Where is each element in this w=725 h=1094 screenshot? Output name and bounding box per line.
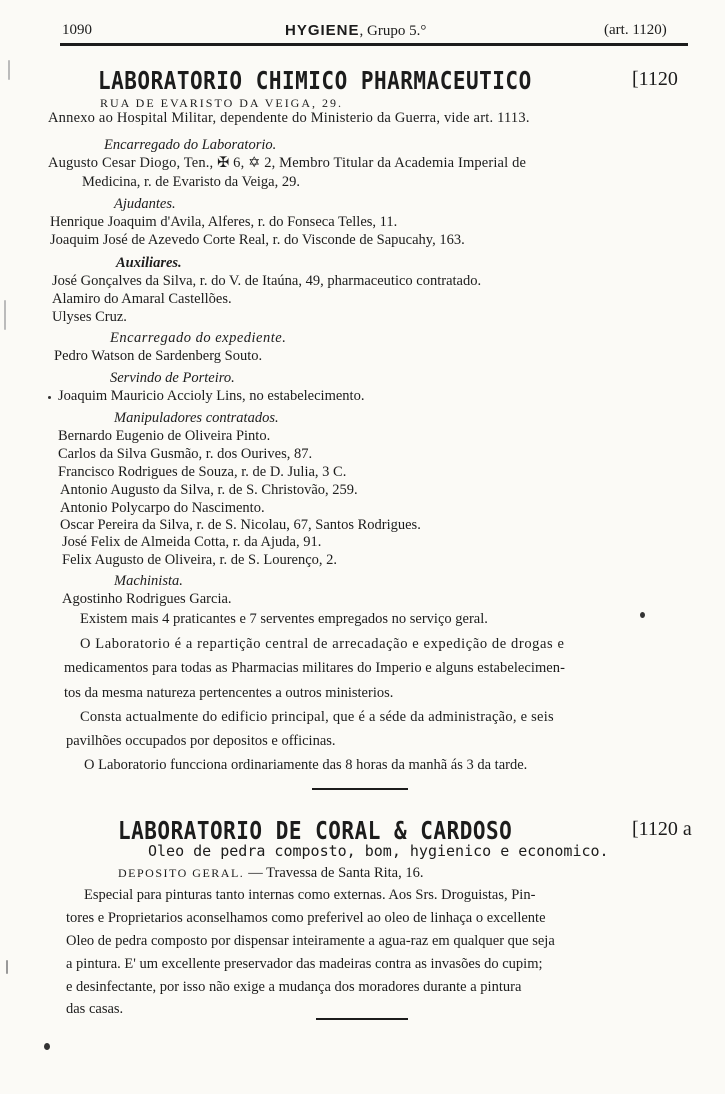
paragraph-line: medicamentos para todas as Pharmacias militares do Imperio e alguns estabelecimen-: [64, 660, 565, 676]
paragraph-line: das casas.: [66, 1001, 124, 1017]
staff-line: José Felix de Almeida Cotta, r. da Ajuda, 91.: [62, 534, 322, 550]
ink-speck: [44, 1043, 50, 1050]
staff-line: Agostinho Rodrigues Garcia.: [62, 591, 232, 607]
staff-line: Carlos da Silva Gusmão, r. dos Ourives, 87.: [58, 446, 313, 462]
staff-line: Augusto Cesar Diogo, Ten., ✠ 6, ✡ 2, Membro Titular da Academia Imperial de: [48, 155, 527, 171]
staff-line: Joaquim José de Azevedo Corte Real, r. do Visconde de Sapucahy, 163.: [50, 232, 465, 248]
section2-subtitle: Oleo de pedra composto, bom, hygienico e economico.: [148, 842, 609, 860]
section-divider: [316, 1018, 408, 1020]
ink-speck: [640, 612, 645, 618]
section-divider: [312, 788, 408, 790]
paragraph-line: a pintura. E' um excellente preservador das madeiras contra as invasões do cupim;: [66, 956, 543, 972]
section1-annex: Annexo ao Hospital Militar, dependente do Ministerio da Guerra, vide art. 1113.: [48, 110, 530, 126]
heading-auxiliares: Auxiliares.: [116, 255, 182, 271]
section1-title: LABORATORIO CHIMICO PHARMACEUTICO: [98, 66, 532, 95]
staff-line: Henrique Joaquim d'Avila, Alferes, r. do Fonseca Telles, 11.: [50, 214, 398, 230]
heading-servindo-porteiro: Servindo de Porteiro.: [110, 370, 235, 386]
staff-line: Ulyses Cruz.: [52, 309, 127, 325]
section1-ref: [1120: [632, 68, 678, 90]
section2-title: LABORATORIO DE CORAL & CARDOSO: [118, 816, 513, 845]
paragraph-line: Oleo de pedra composto por dispensar inteiramente a agua-raz em qualquer que seja: [66, 933, 555, 949]
running-title-text: HYGIENE: [285, 22, 360, 39]
margin-mark: [6, 960, 8, 974]
heading-machinista: Machinista.: [114, 573, 183, 589]
deposit-address: — Travessa de Santa Rita, 16.: [248, 865, 424, 881]
staff-line: Pedro Watson de Sardenberg Souto.: [54, 348, 263, 364]
staff-line: Bernardo Eugenio de Oliveira Pinto.: [58, 428, 271, 444]
staff-line: Medicina, r. de Evaristo da Veiga, 29.: [82, 174, 300, 190]
heading-manipuladores: Manipuladores contratados.: [114, 410, 279, 426]
staff-line: Antonio Polycarpo do Nascimento.: [60, 500, 265, 516]
paragraph-line: tos da mesma natureza pertencentes a outros ministerios.: [64, 685, 394, 701]
section2-ref: [1120 a: [632, 818, 692, 840]
paragraph-line: O Laboratorio funcciona ordinariamente das 8 horas da manhã ás 3 da tarde.: [84, 757, 528, 773]
paragraph-line: Consta actualmente do edificio principal, que é a séde da administração, e seis: [80, 709, 554, 725]
heading-encarregado-laboratorio: Encarregado do Laboratorio.: [104, 137, 277, 153]
paragraph-line: Especial para pinturas tanto internas como externas. Aos Srs. Droguistas, Pin-: [84, 887, 536, 903]
heading-ajudantes: Ajudantes.: [114, 196, 176, 212]
paragraph-line: Existem mais 4 praticantes e 7 serventes empregados no serviço geral.: [80, 611, 488, 627]
paragraph-line: tores e Proprietarios aconselhamos como preferivel ao oleo de linhaça o excellente: [66, 910, 546, 926]
staff-line: Felix Augusto de Oliveira, r. de S. Lourenço, 2.: [62, 552, 338, 568]
section1-address: RUA DE EVARISTO DA VEIGA, 29.: [100, 96, 344, 110]
staff-line: Alamiro do Amaral Castellões.: [52, 291, 232, 307]
heading-encarregado-expediente: Encarregado do expediente.: [110, 330, 287, 346]
margin-mark: [8, 60, 10, 80]
staff-line: José Gonçalves da Silva, r. do V. de Itaúna, 49, pharmaceutico contratado.: [52, 273, 482, 289]
paragraph-line: O Laboratorio é a repartição central de arrecadação e expedição de drogas e: [80, 636, 565, 652]
staff-line: Francisco Rodrigues de Souza, r. de D. Julia, 3 C.: [58, 464, 347, 480]
running-group: , Grupo 5.°: [359, 23, 427, 39]
header-rule: [60, 43, 688, 46]
article-ref: (art. 1120): [604, 22, 667, 38]
staff-line: Joaquim Mauricio Accioly Lins, no estabelecimento.: [58, 388, 365, 404]
staff-line: Antonio Augusto da Silva, r. de S. Christovão, 259.: [60, 482, 358, 498]
deposit-label: DEPOSITO GERAL.: [118, 866, 245, 880]
page-number: 1090: [62, 22, 92, 38]
deposit-line: [118, 864, 423, 882]
margin-mark: [4, 300, 6, 330]
paragraph-line: e desinfectante, por isso não exige a mudança dos moradores durante a pintura: [66, 979, 522, 995]
ink-speck: [48, 396, 51, 399]
running-title: [285, 22, 426, 40]
staff-line: Oscar Pereira da Silva, r. de S. Nicolau, 67, Santos Rodrigues.: [60, 517, 421, 533]
paragraph-line: pavilhões occupados por depositos e officinas.: [66, 733, 336, 749]
